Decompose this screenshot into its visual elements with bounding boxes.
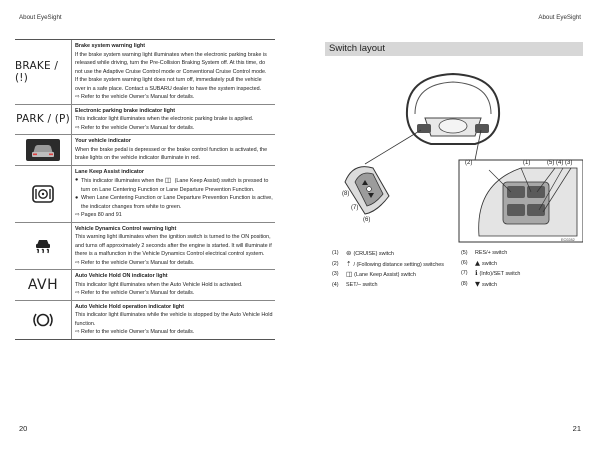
callout-2: (2) (465, 160, 473, 166)
vehicle-indicator-icon (15, 135, 72, 165)
indicator-title: Auto Vehicle Hold operation indicator light (75, 303, 185, 310)
brake-icon-label: BRAKE / (!) (15, 59, 59, 84)
indicator-text (72, 105, 275, 135)
legend-item (332, 281, 457, 290)
indicator-row-avh-operation (15, 301, 275, 339)
info-icon: ℹ (475, 269, 478, 277)
double-circle-icon (32, 311, 54, 329)
section-title: Switch layout (325, 42, 583, 56)
legend-text: switch (482, 260, 497, 267)
indicator-reference-link[interactable]: ⇨ Refer to the vehicle Owner’s Manual for details. (75, 94, 195, 100)
steering-wheel-illustration (407, 74, 499, 144)
indicator-reference-link[interactable]: ⇨ Refer to the vehicle Owner’s Manual for details. (75, 124, 195, 131)
avh-icon (15, 270, 72, 300)
lane-keep-assist-icon (15, 166, 72, 222)
indicator-title: Auto Vehicle Hold ON indicator light (75, 273, 168, 279)
indicator-row-avh-on (15, 270, 275, 301)
bullet-text: When Lane Centering Function or Lane Departure Prevention Function is active, the indicator changes from white to green. (81, 195, 273, 210)
callout-8: (8) (342, 191, 350, 197)
indicator-table (15, 39, 275, 340)
indicator-title: Brake system warning light (75, 43, 146, 49)
lane-keep-switch-icon: ◫ (164, 176, 172, 184)
indicator-para: When the brake pedal is depressed or the brake control function is activated, the brake lights on the vehicle indicator illuminate in red. (75, 146, 268, 161)
indicator-para: This indicator light illuminates when the Auto Vehicle Hold is activated. (75, 281, 243, 288)
legend-number: (7) (461, 270, 468, 276)
legend-number: (3) (332, 271, 339, 277)
indicator-row-brake (15, 40, 275, 105)
legend-number: (5) (461, 250, 468, 256)
indicator-text (72, 223, 275, 270)
indicator-para: This indicator light illuminates while the vehicle is stopped by the Auto Vehicle Hold function. (75, 312, 273, 327)
following-distance-icon: ⇡ (346, 259, 352, 268)
legend-item (461, 280, 586, 290)
bullet-item: ● When Lane Centering Function or Lane Departure Prevention Function is active, the indicator changes from white to green. (75, 195, 273, 210)
bullet-item: ● This indicator illuminates when the ◫ (Lane Keep Assist) switch is pressed to turn on Lane Centering Function or Lane Departure Prevention Function. (75, 176, 269, 193)
indicator-reference-link[interactable]: ⇨ Refer to the vehicle Owner’s Manual for details. (75, 259, 195, 266)
indicator-para: This warning light illuminates when the ignition switch is turned to the ON position, and turns off approximately 2 seconds after the engine is started. It will illuminate if there is a malfunction in the Vehicle Dynamics Control electrical control system. (75, 234, 272, 257)
indicator-text (72, 301, 275, 339)
indicator-row-vdc (15, 223, 275, 271)
indicator-text (72, 270, 275, 300)
legend-item (461, 249, 586, 258)
page-number-left: 20 (19, 424, 28, 433)
indicator-para: This indicator light illuminates when the electronic parking brake is applied. (75, 116, 254, 122)
figure-id: EC0282 (561, 238, 575, 242)
legend-text: / (Following distance setting) switches (353, 261, 444, 268)
legend-item (332, 260, 457, 270)
right-switch-panel (459, 160, 583, 242)
indicator-reference-link[interactable]: ⇨ Refer to the vehicle Owner’s Manual for details. (75, 290, 195, 296)
legend-text: (Info)/SET switch (479, 271, 521, 277)
indicator-text (72, 166, 275, 222)
triangle-up-icon: ▲ (475, 258, 480, 267)
indicator-title: Vehicle Dynamics Control warning light (75, 225, 177, 232)
legend-item (461, 269, 586, 279)
legend-column-2 (461, 249, 586, 290)
indicator-row-lane-keep (15, 166, 275, 223)
indicator-row-parking (15, 105, 275, 136)
bullet-text: This indicator illuminates when the (81, 178, 164, 184)
legend-column-1 (332, 249, 457, 290)
legend-number: (2) (332, 260, 339, 267)
parking-brake-icon (15, 105, 72, 135)
legend-number: (1) (332, 250, 339, 256)
vehicle-dynamics-icon (15, 223, 72, 270)
callout-5-4-3: (5) (4) (3) (547, 160, 573, 166)
car-front-icon (26, 139, 60, 161)
lane-keep-switch-icon: ◫ (346, 270, 353, 278)
cruise-icon: ⊜ (346, 249, 352, 257)
bullet-text: (Lane Keep Assist) switch is pressed to turn on Lane Centering Function or Lane Departure Prevention Function. (81, 178, 269, 193)
switch-layout-diagram (325, 64, 583, 252)
legend-number: (8) (461, 280, 468, 287)
steering-lane-icon (32, 185, 54, 203)
indicator-reference-link[interactable]: ⇨ Refer to the vehicle Owner’s Manual for details. (75, 329, 195, 335)
callout-1: (1) (523, 160, 531, 166)
avh-operation-icon (15, 301, 72, 339)
park-icon-label: PARK / (P) (16, 113, 70, 126)
page-header-left: About EyeSight (19, 14, 62, 21)
legend-item (332, 249, 457, 259)
indicator-text (72, 40, 275, 104)
skidding-car-icon (33, 236, 53, 256)
legend-item (461, 259, 586, 269)
indicator-para: If the brake system warning light does not turn off, immediately pull the vehicle over in a safe place. Contact a SUBARU dealer to have the system inspected. (75, 77, 262, 92)
indicator-row-vehicle (15, 135, 275, 166)
indicator-title: Your vehicle indicator (75, 138, 131, 144)
brake-warning-icon (15, 40, 72, 104)
legend-text: (CRUISE) switch (353, 251, 394, 257)
page-number-right: 21 (572, 424, 581, 433)
avh-icon-label: AVH (27, 276, 59, 293)
indicator-reference-link[interactable]: ⇨ Pages 80 and 91 (75, 212, 122, 218)
indicator-para: If the brake system warning light illuminates when the electronic parking brake is released while driving, turn the Pre-Collision Braking System off. At this time, do not use the Adaptive Cruise Control mode or Conventional Cruise Control mode. (75, 51, 267, 75)
legend-number: (4) (332, 281, 339, 288)
legend-text: switch (482, 281, 497, 288)
legend-text: (Lane Keep Assist) switch (354, 272, 416, 278)
callout-6: (6) (363, 217, 371, 223)
legend-number: (6) (461, 259, 468, 266)
page-header-right: About EyeSight (538, 14, 581, 21)
callout-7: (7) (351, 205, 359, 211)
indicator-title: Electronic parking brake indicator light (75, 107, 176, 114)
legend-text: SET/– switch (346, 281, 378, 288)
triangle-down-icon: ▼ (475, 279, 480, 288)
legend-text: RES/+ switch (475, 250, 508, 256)
indicator-title: Lane Keep Assist indicator (75, 168, 144, 175)
indicator-text (72, 135, 275, 165)
legend-item (332, 270, 457, 280)
